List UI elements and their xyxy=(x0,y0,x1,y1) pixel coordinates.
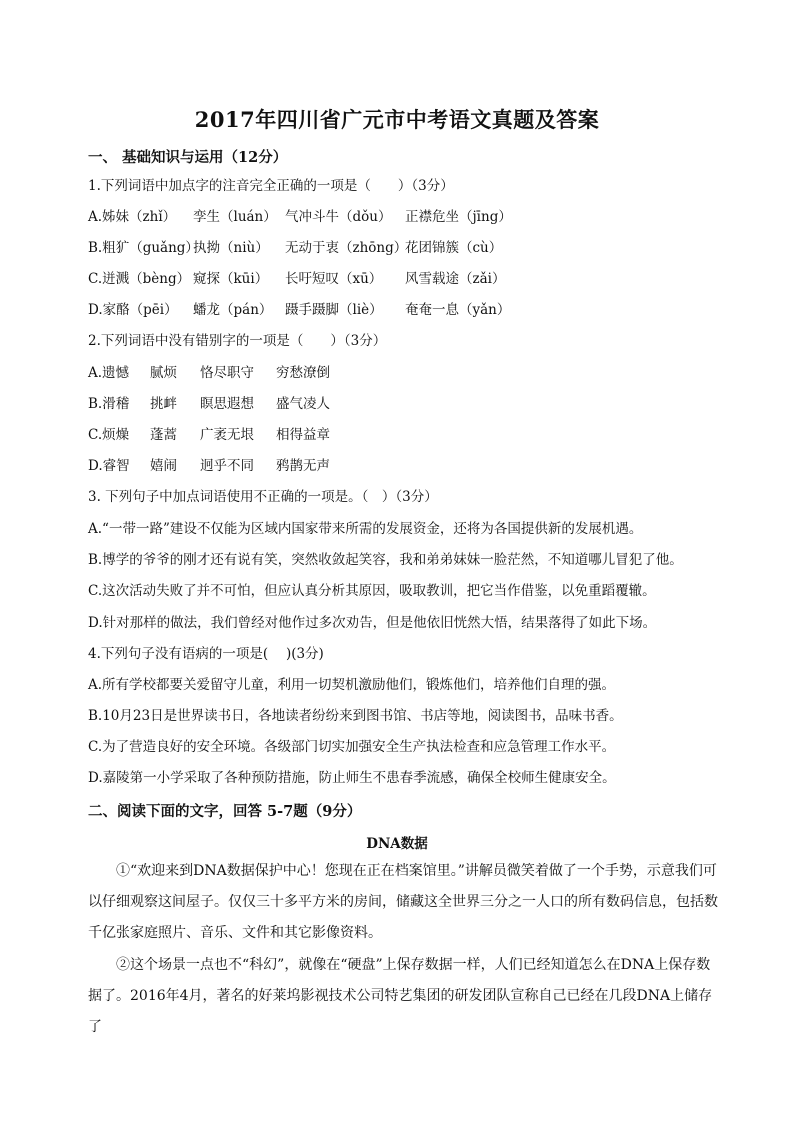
option-cell: 穷愁潦倒 xyxy=(276,365,330,381)
option-cell: D.睿智 xyxy=(88,458,130,474)
question-3-option-a: A.“一带一路”建设不仅能为区域内国家带来所需的发展资金，还将为各国提供新的发展机遇。 xyxy=(88,521,643,537)
question-1-option-b xyxy=(88,239,502,257)
question-4-option-a: A.所有学校都要关爱留守儿童，利用一切契机激励他们，锻炼他们，培养他们自理的强。 xyxy=(88,677,616,693)
question-1-option-d xyxy=(88,301,510,319)
page-title: 2017年四川省广元市中考语文真题及答案 xyxy=(194,107,600,132)
option-cell: 花团锦簇（cù） xyxy=(405,240,503,256)
option-cell: 蹑手蹑脚（liè） xyxy=(285,302,383,318)
option-cell: 迥乎不同 xyxy=(200,458,254,474)
option-cell: 盛气凌人 xyxy=(276,396,330,412)
question-3-option-b: B.博学的爷爷的刚才还有说有笑，突然收敛起笑容，我和弟弟妹妹一脸茫然，不知道哪儿冒犯了他。 xyxy=(88,552,683,568)
option-cell: 气冲斗牛（dǒu） xyxy=(285,209,392,225)
option-cell: 执拗（niù） xyxy=(193,240,269,256)
question-4-option-c: C.为了营造良好的安全环境。各级部门切实加强安全生产执法检查和应急管理工作水平。 xyxy=(88,739,616,755)
question-4-option-b: B.10月23日是世界读书日，各地读者纷纷来到图书馆、书店等地，阅读图书，品味书香。 xyxy=(88,708,623,724)
question-4-option-d: D.嘉陵第一小学采取了各种预防措施，防止师生不患春季流感，确保全校师生健康安全。 xyxy=(88,770,616,786)
question-4-stem: 4.下列句子没有语病的一项是( )(3分) xyxy=(88,646,324,662)
question-2-option-d xyxy=(88,457,330,475)
option-cell: 无动于衷（zhōng） xyxy=(285,240,408,256)
question-1-option-a xyxy=(88,208,512,226)
option-cell: 窥探（kūi） xyxy=(193,271,269,287)
option-cell: C.迸溅（bèng） xyxy=(88,271,191,287)
article-title: DNA数据 xyxy=(366,836,428,852)
option-cell: 腻烦 xyxy=(150,365,177,381)
option-cell: 鸦鹊无声 xyxy=(276,458,330,474)
option-cell: C.烦燥 xyxy=(88,427,130,443)
option-cell: 相得益章 xyxy=(276,427,330,443)
question-3-option-c: C.这次活动失败了并不可怕，但应认真分析其原因，吸取教训，把它当作借鉴，以免重蹈覆辙。 xyxy=(88,583,656,599)
option-cell: B.滑稽 xyxy=(88,396,130,412)
question-1-option-c xyxy=(88,270,505,288)
question-2-option-b xyxy=(88,395,330,413)
option-cell: A.遗憾 xyxy=(88,365,130,381)
question-2-stem: 2.下列词语中没有错别字的一项是（ ）（3分） xyxy=(88,333,387,349)
option-cell: 正襟危坐（jīng） xyxy=(405,209,512,225)
option-cell: 奄奄一息（yǎn） xyxy=(405,302,511,318)
option-cell: B.粗犷（guǎng） xyxy=(88,240,199,256)
article-paragraph-1: ①“欢迎来到DNA数据保护中心！您现在正在档案馆里。”讲解员微笑着做了一个手势，示意我们可以仔细观察这间屋子。仅仅三十多平方米的房间，储藏这全世界三分之一人口的所有数码信息，包括数千亿张家庭照片、音乐、文件和其它影像资料。 xyxy=(88,863,718,941)
section-heading-2: 二、阅读下面的文字，回答 5-7题（9分） xyxy=(88,803,362,820)
option-cell: D.家酪（pēi） xyxy=(88,302,178,318)
question-3-stem: 3. 下列句子中加点词语使用不正确的一项是。（ ）（3分） xyxy=(88,489,438,505)
question-2-option-a xyxy=(88,364,330,382)
option-cell: 嬉闹 xyxy=(150,458,177,474)
option-cell: 长吁短叹（xū） xyxy=(285,271,383,287)
option-cell: 恪尽职守 xyxy=(200,365,254,381)
option-cell: 广袤无垠 xyxy=(200,427,254,443)
option-cell: A.姊妹（zhǐ） xyxy=(88,209,177,225)
question-2-option-c xyxy=(88,426,330,444)
option-cell: 蟠龙（pán） xyxy=(193,302,273,318)
option-cell: 挑衅 xyxy=(150,396,177,412)
option-cell: 蓬蒿 xyxy=(150,427,177,443)
option-cell: 风雪载途（zǎi） xyxy=(405,271,506,287)
section-heading-1: 一、 基础知识与运用（12分） xyxy=(88,149,288,166)
option-cell: 孪生（luán） xyxy=(193,209,277,225)
question-1-stem: 1.下列词语中加点字的注音完全正确的一项是（ ）（3分） xyxy=(88,178,454,194)
option-cell: 瞑思遐想 xyxy=(200,396,254,412)
question-3-option-d: D.针对那样的做法，我们曾经对他作过多次劝告，但是他依旧恍然大悟，结果落得了如此下场。 xyxy=(88,615,657,631)
article-paragraph-2: ②这个场景一点也不“科幻”，就像在“硬盘”上保存数据一样，人们已经知道怎么在DNA上保存数据了。2016年4月，著名的好莱坞影视技术公司特艺集团的研发团队宣称自己已经在几段DNA上储存了 xyxy=(88,957,713,1035)
